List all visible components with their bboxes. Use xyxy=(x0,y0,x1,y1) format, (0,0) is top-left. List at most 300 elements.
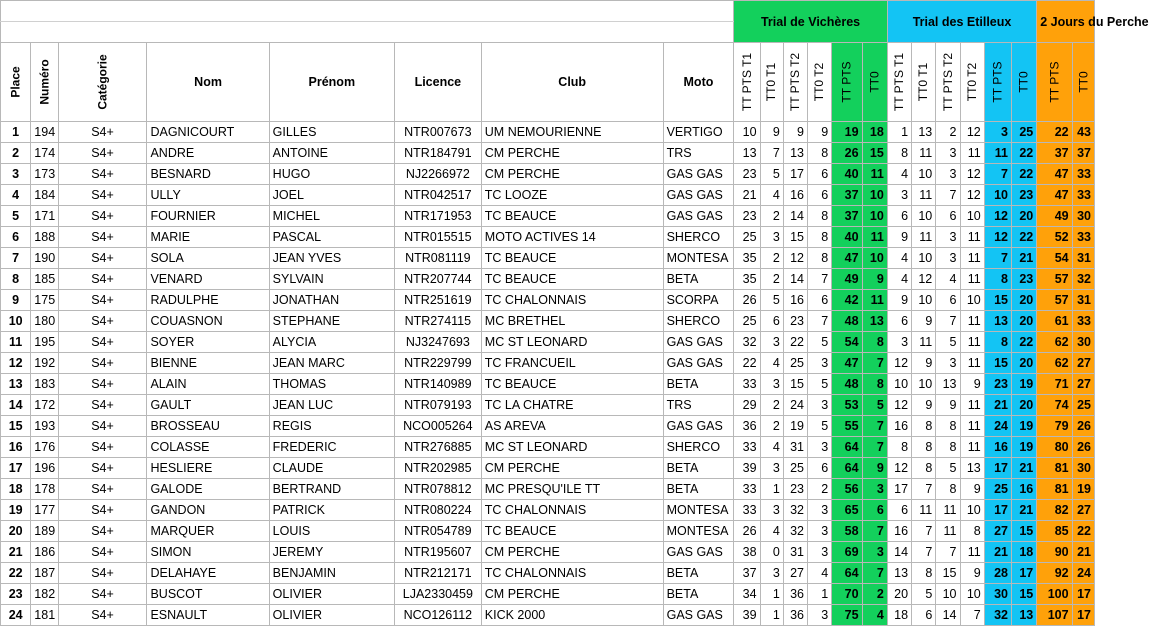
cell-categorie[interactable]: S4+ xyxy=(58,437,147,458)
cell-numero[interactable]: 185 xyxy=(31,269,58,290)
cell-e-tt0[interactable]: 20 xyxy=(1012,395,1037,416)
table-row[interactable] xyxy=(1,311,1095,332)
cell-v-tt0-t2[interactable]: 6 xyxy=(808,458,832,479)
cell-moto[interactable]: TRS xyxy=(663,143,734,164)
cell-v-tt-pts[interactable]: 19 xyxy=(832,122,862,143)
col-e-tt0[interactable]: TT0 xyxy=(1012,43,1037,122)
cell-p-tt0[interactable]: 43 xyxy=(1072,122,1094,143)
cell-p-tt-pts[interactable]: 49 xyxy=(1037,206,1072,227)
cell-v-tt-pts-t1[interactable]: 35 xyxy=(734,269,760,290)
cell-place[interactable]: 16 xyxy=(1,437,31,458)
cell-e-tt0-t2[interactable]: 10 xyxy=(960,290,984,311)
cell-e-tt0-t2[interactable]: 9 xyxy=(960,479,984,500)
table-row[interactable] xyxy=(1,353,1095,374)
cell-v-tt-pts-t1[interactable]: 25 xyxy=(734,311,760,332)
cell-e-tt0-t2[interactable]: 12 xyxy=(960,185,984,206)
col-v-tt-pts-t1[interactable]: TT PTS T1 xyxy=(734,43,760,122)
cell-e-tt-pts-t1[interactable]: 16 xyxy=(887,416,911,437)
cell-p-tt-pts[interactable]: 22 xyxy=(1037,122,1072,143)
cell-categorie[interactable]: S4+ xyxy=(58,458,147,479)
cell-place[interactable]: 17 xyxy=(1,458,31,479)
cell-v-tt-pts-t1[interactable]: 29 xyxy=(734,395,760,416)
cell-categorie[interactable]: S4+ xyxy=(58,374,147,395)
cell-club[interactable]: TC BEAUCE xyxy=(481,206,663,227)
cell-p-tt0[interactable]: 30 xyxy=(1072,206,1094,227)
cell-v-tt-pts-t1[interactable]: 23 xyxy=(734,164,760,185)
cell-club[interactable]: CM PERCHE xyxy=(481,143,663,164)
cell-club[interactable]: CM PERCHE xyxy=(481,584,663,605)
cell-e-tt-pts[interactable]: 30 xyxy=(984,584,1011,605)
cell-e-tt-pts[interactable]: 7 xyxy=(984,248,1011,269)
cell-e-tt-pts[interactable]: 12 xyxy=(984,227,1011,248)
cell-v-tt-pts-t1[interactable]: 39 xyxy=(734,458,760,479)
cell-place[interactable]: 3 xyxy=(1,164,31,185)
cell-numero[interactable]: 184 xyxy=(31,185,58,206)
cell-numero[interactable]: 173 xyxy=(31,164,58,185)
cell-numero[interactable]: 192 xyxy=(31,353,58,374)
cell-place[interactable]: 12 xyxy=(1,353,31,374)
cell-moto[interactable]: SHERCO xyxy=(663,311,734,332)
cell-v-tt-pts[interactable]: 69 xyxy=(832,542,862,563)
cell-v-tt-pts[interactable]: 58 xyxy=(832,521,862,542)
cell-nom[interactable]: DAGNICOURT xyxy=(147,122,269,143)
cell-moto[interactable]: VERTIGO xyxy=(663,122,734,143)
cell-e-tt-pts[interactable]: 32 xyxy=(984,605,1011,626)
cell-place[interactable]: 5 xyxy=(1,206,31,227)
cell-e-tt-pts-t2[interactable]: 5 xyxy=(936,332,960,353)
cell-e-tt-pts[interactable]: 16 xyxy=(984,437,1011,458)
cell-prenom[interactable]: JEAN YVES xyxy=(269,248,394,269)
cell-e-tt-pts-t2[interactable]: 8 xyxy=(936,479,960,500)
cell-e-tt0-t2[interactable]: 10 xyxy=(960,206,984,227)
cell-v-tt0-t2[interactable]: 3 xyxy=(808,353,832,374)
cell-e-tt0-t2[interactable]: 9 xyxy=(960,374,984,395)
cell-numero[interactable]: 180 xyxy=(31,311,58,332)
cell-licence[interactable]: NTR207744 xyxy=(394,269,481,290)
cell-prenom[interactable]: OLIVIER xyxy=(269,584,394,605)
cell-e-tt0-t1[interactable]: 10 xyxy=(912,164,936,185)
col-p-tt-pts[interactable]: TT PTS xyxy=(1037,43,1072,122)
cell-moto[interactable]: BETA xyxy=(663,479,734,500)
cell-licence[interactable]: NTR042517 xyxy=(394,185,481,206)
cell-club[interactable]: CM PERCHE xyxy=(481,164,663,185)
cell-e-tt-pts-t2[interactable]: 5 xyxy=(936,458,960,479)
cell-e-tt0[interactable]: 21 xyxy=(1012,248,1037,269)
cell-numero[interactable]: 176 xyxy=(31,437,58,458)
cell-prenom[interactable]: JONATHAN xyxy=(269,290,394,311)
cell-place[interactable]: 21 xyxy=(1,542,31,563)
cell-v-tt0-t2[interactable]: 8 xyxy=(808,206,832,227)
cell-e-tt0-t1[interactable]: 7 xyxy=(912,521,936,542)
cell-e-tt-pts[interactable]: 27 xyxy=(984,521,1011,542)
cell-e-tt0[interactable]: 23 xyxy=(1012,269,1037,290)
cell-v-tt0-t1[interactable]: 3 xyxy=(760,374,783,395)
cell-p-tt0[interactable]: 32 xyxy=(1072,269,1094,290)
cell-v-tt0[interactable]: 11 xyxy=(862,164,887,185)
cell-e-tt-pts-t1[interactable]: 6 xyxy=(887,311,911,332)
cell-v-tt0-t1[interactable]: 5 xyxy=(760,164,783,185)
cell-p-tt-pts[interactable]: 62 xyxy=(1037,353,1072,374)
table-row[interactable] xyxy=(1,227,1095,248)
cell-e-tt-pts-t2[interactable]: 7 xyxy=(936,311,960,332)
cell-e-tt0-t1[interactable]: 13 xyxy=(912,122,936,143)
cell-prenom[interactable]: HUGO xyxy=(269,164,394,185)
cell-numero[interactable]: 189 xyxy=(31,521,58,542)
cell-v-tt0[interactable]: 7 xyxy=(862,437,887,458)
cell-v-tt-pts[interactable]: 40 xyxy=(832,227,862,248)
cell-e-tt-pts-t2[interactable]: 7 xyxy=(936,185,960,206)
cell-e-tt0-t1[interactable]: 7 xyxy=(912,542,936,563)
cell-place[interactable]: 22 xyxy=(1,563,31,584)
cell-club[interactable]: KICK 2000 xyxy=(481,605,663,626)
cell-numero[interactable]: 182 xyxy=(31,584,58,605)
cell-p-tt-pts[interactable]: 54 xyxy=(1037,248,1072,269)
cell-v-tt0-t1[interactable]: 6 xyxy=(760,311,783,332)
cell-e-tt0-t2[interactable]: 7 xyxy=(960,605,984,626)
cell-v-tt-pts[interactable]: 54 xyxy=(832,332,862,353)
cell-club[interactable]: TC LA CHATRE xyxy=(481,395,663,416)
cell-p-tt-pts[interactable]: 85 xyxy=(1037,521,1072,542)
cell-v-tt-pts[interactable]: 47 xyxy=(832,353,862,374)
cell-e-tt-pts-t1[interactable]: 12 xyxy=(887,395,911,416)
cell-e-tt0[interactable]: 20 xyxy=(1012,353,1037,374)
cell-moto[interactable]: BETA xyxy=(663,374,734,395)
cell-v-tt0[interactable]: 11 xyxy=(862,290,887,311)
cell-p-tt0[interactable]: 30 xyxy=(1072,458,1094,479)
cell-place[interactable]: 10 xyxy=(1,311,31,332)
col-p-tt0[interactable]: TT0 xyxy=(1072,43,1094,122)
cell-licence[interactable]: NTR274115 xyxy=(394,311,481,332)
cell-e-tt0-t1[interactable]: 9 xyxy=(912,311,936,332)
cell-v-tt0-t1[interactable]: 3 xyxy=(760,227,783,248)
cell-v-tt0-t1[interactable]: 2 xyxy=(760,269,783,290)
cell-v-tt-pts-t1[interactable]: 37 xyxy=(734,563,760,584)
col-numero[interactable]: Numéro xyxy=(31,43,58,122)
cell-club[interactable]: MOTO ACTIVES 14 xyxy=(481,227,663,248)
cell-p-tt-pts[interactable]: 62 xyxy=(1037,332,1072,353)
cell-categorie[interactable]: S4+ xyxy=(58,227,147,248)
cell-e-tt0[interactable]: 18 xyxy=(1012,542,1037,563)
cell-v-tt0-t1[interactable]: 0 xyxy=(760,542,783,563)
cell-licence[interactable]: NTR195607 xyxy=(394,542,481,563)
cell-e-tt0[interactable]: 22 xyxy=(1012,143,1037,164)
cell-p-tt0[interactable]: 26 xyxy=(1072,437,1094,458)
cell-e-tt-pts-t2[interactable]: 7 xyxy=(936,542,960,563)
cell-e-tt-pts-t1[interactable]: 17 xyxy=(887,479,911,500)
cell-e-tt0[interactable]: 16 xyxy=(1012,479,1037,500)
cell-e-tt-pts-t2[interactable]: 3 xyxy=(936,143,960,164)
table-row[interactable] xyxy=(1,437,1095,458)
cell-v-tt0-t1[interactable]: 5 xyxy=(760,290,783,311)
cell-v-tt-pts-t1[interactable]: 35 xyxy=(734,248,760,269)
cell-e-tt0-t1[interactable]: 11 xyxy=(912,227,936,248)
cell-p-tt0[interactable]: 33 xyxy=(1072,185,1094,206)
cell-e-tt-pts-t1[interactable]: 1 xyxy=(887,122,911,143)
cell-prenom[interactable]: JEAN MARC xyxy=(269,353,394,374)
cell-nom[interactable]: ESNAULT xyxy=(147,605,269,626)
cell-moto[interactable]: SHERCO xyxy=(663,227,734,248)
cell-moto[interactable]: BETA xyxy=(663,563,734,584)
cell-e-tt0[interactable]: 19 xyxy=(1012,416,1037,437)
cell-club[interactable]: TC FRANCUEIL xyxy=(481,353,663,374)
table-row[interactable] xyxy=(1,563,1095,584)
cell-club[interactable]: UM NEMOURIENNE xyxy=(481,122,663,143)
cell-e-tt-pts-t2[interactable]: 3 xyxy=(936,164,960,185)
cell-e-tt-pts-t2[interactable]: 8 xyxy=(936,437,960,458)
cell-categorie[interactable]: S4+ xyxy=(58,311,147,332)
cell-v-tt-pts-t2[interactable]: 13 xyxy=(783,143,807,164)
cell-club[interactable]: CM PERCHE xyxy=(481,542,663,563)
cell-moto[interactable]: GAS GAS xyxy=(663,185,734,206)
cell-e-tt-pts-t2[interactable]: 2 xyxy=(936,122,960,143)
cell-e-tt0-t2[interactable]: 11 xyxy=(960,332,984,353)
cell-categorie[interactable]: S4+ xyxy=(58,269,147,290)
cell-v-tt0-t2[interactable]: 3 xyxy=(808,437,832,458)
cell-moto[interactable]: GAS GAS xyxy=(663,332,734,353)
cell-v-tt-pts-t2[interactable]: 16 xyxy=(783,185,807,206)
cell-licence[interactable]: NTR078812 xyxy=(394,479,481,500)
cell-e-tt-pts[interactable]: 12 xyxy=(984,206,1011,227)
cell-p-tt-pts[interactable]: 107 xyxy=(1037,605,1072,626)
cell-categorie[interactable]: S4+ xyxy=(58,185,147,206)
cell-e-tt0[interactable]: 22 xyxy=(1012,332,1037,353)
cell-v-tt0-t1[interactable]: 2 xyxy=(760,248,783,269)
cell-categorie[interactable]: S4+ xyxy=(58,395,147,416)
cell-e-tt-pts-t2[interactable]: 13 xyxy=(936,374,960,395)
cell-nom[interactable]: SOYER xyxy=(147,332,269,353)
cell-moto[interactable]: BETA xyxy=(663,584,734,605)
cell-v-tt0[interactable]: 10 xyxy=(862,206,887,227)
cell-v-tt0[interactable]: 2 xyxy=(862,584,887,605)
cell-nom[interactable]: VENARD xyxy=(147,269,269,290)
cell-v-tt0-t1[interactable]: 2 xyxy=(760,416,783,437)
cell-categorie[interactable]: S4+ xyxy=(58,164,147,185)
cell-moto[interactable]: GAS GAS xyxy=(663,206,734,227)
cell-e-tt-pts[interactable]: 24 xyxy=(984,416,1011,437)
cell-v-tt-pts[interactable]: 37 xyxy=(832,185,862,206)
cell-v-tt-pts-t2[interactable]: 15 xyxy=(783,227,807,248)
cell-categorie[interactable]: S4+ xyxy=(58,122,147,143)
cell-e-tt-pts-t1[interactable]: 12 xyxy=(887,458,911,479)
cell-club[interactable]: CM PERCHE xyxy=(481,458,663,479)
cell-v-tt-pts[interactable]: 55 xyxy=(832,416,862,437)
cell-e-tt-pts[interactable]: 21 xyxy=(984,395,1011,416)
col-club[interactable]: Club xyxy=(481,43,663,122)
cell-v-tt0-t2[interactable]: 7 xyxy=(808,269,832,290)
cell-e-tt0-t2[interactable]: 11 xyxy=(960,269,984,290)
cell-place[interactable]: 9 xyxy=(1,290,31,311)
cell-v-tt0[interactable]: 9 xyxy=(862,269,887,290)
cell-e-tt-pts-t2[interactable]: 4 xyxy=(936,269,960,290)
cell-e-tt-pts-t2[interactable]: 15 xyxy=(936,563,960,584)
cell-p-tt-pts[interactable]: 37 xyxy=(1037,143,1072,164)
cell-v-tt-pts-t2[interactable]: 19 xyxy=(783,416,807,437)
cell-v-tt-pts-t1[interactable]: 13 xyxy=(734,143,760,164)
cell-prenom[interactable]: PATRICK xyxy=(269,500,394,521)
cell-v-tt0-t1[interactable]: 1 xyxy=(760,479,783,500)
cell-p-tt-pts[interactable]: 100 xyxy=(1037,584,1072,605)
cell-v-tt0-t2[interactable]: 6 xyxy=(808,290,832,311)
cell-e-tt-pts[interactable]: 8 xyxy=(984,332,1011,353)
cell-club[interactable]: MC ST LEONARD xyxy=(481,437,663,458)
cell-v-tt-pts-t2[interactable]: 9 xyxy=(783,122,807,143)
cell-v-tt0-t2[interactable]: 8 xyxy=(808,248,832,269)
cell-v-tt0-t1[interactable]: 4 xyxy=(760,437,783,458)
cell-place[interactable]: 13 xyxy=(1,374,31,395)
cell-numero[interactable]: 186 xyxy=(31,542,58,563)
cell-e-tt0-t1[interactable]: 11 xyxy=(912,500,936,521)
cell-e-tt-pts[interactable]: 15 xyxy=(984,353,1011,374)
cell-prenom[interactable]: GILLES xyxy=(269,122,394,143)
cell-nom[interactable]: GANDON xyxy=(147,500,269,521)
cell-e-tt-pts-t2[interactable]: 11 xyxy=(936,521,960,542)
cell-v-tt0[interactable]: 10 xyxy=(862,248,887,269)
cell-e-tt-pts-t2[interactable]: 3 xyxy=(936,248,960,269)
col-v-tt0-t2[interactable]: TT0 T2 xyxy=(808,43,832,122)
cell-v-tt-pts[interactable]: 64 xyxy=(832,458,862,479)
cell-categorie[interactable]: S4+ xyxy=(58,248,147,269)
cell-v-tt-pts-t2[interactable]: 36 xyxy=(783,584,807,605)
cell-nom[interactable]: ALAIN xyxy=(147,374,269,395)
cell-p-tt0[interactable]: 27 xyxy=(1072,353,1094,374)
table-row[interactable] xyxy=(1,542,1095,563)
cell-licence[interactable]: NTR054789 xyxy=(394,521,481,542)
cell-e-tt-pts[interactable]: 25 xyxy=(984,479,1011,500)
cell-e-tt-pts-t2[interactable]: 10 xyxy=(936,584,960,605)
cell-place[interactable]: 6 xyxy=(1,227,31,248)
cell-club[interactable]: TC CHALONNAIS xyxy=(481,563,663,584)
table-row[interactable] xyxy=(1,206,1095,227)
cell-v-tt-pts[interactable]: 56 xyxy=(832,479,862,500)
cell-club[interactable]: TC BEAUCE xyxy=(481,521,663,542)
cell-licence[interactable]: NCO005264 xyxy=(394,416,481,437)
cell-v-tt-pts[interactable]: 26 xyxy=(832,143,862,164)
cell-categorie[interactable]: S4+ xyxy=(58,353,147,374)
table-row[interactable] xyxy=(1,458,1095,479)
cell-v-tt0-t2[interactable]: 5 xyxy=(808,374,832,395)
table-row[interactable] xyxy=(1,395,1095,416)
cell-nom[interactable]: GALODE xyxy=(147,479,269,500)
cell-e-tt-pts[interactable]: 15 xyxy=(984,290,1011,311)
cell-e-tt0-t2[interactable]: 12 xyxy=(960,164,984,185)
cell-numero[interactable]: 181 xyxy=(31,605,58,626)
cell-v-tt-pts-t2[interactable]: 32 xyxy=(783,500,807,521)
cell-v-tt0-t2[interactable]: 3 xyxy=(808,521,832,542)
cell-e-tt0[interactable]: 23 xyxy=(1012,185,1037,206)
cell-p-tt-pts[interactable]: 71 xyxy=(1037,374,1072,395)
table-row[interactable] xyxy=(1,605,1095,626)
cell-p-tt-pts[interactable]: 47 xyxy=(1037,164,1072,185)
cell-v-tt-pts-t1[interactable]: 26 xyxy=(734,290,760,311)
cell-v-tt0-t2[interactable]: 3 xyxy=(808,500,832,521)
cell-e-tt0[interactable]: 22 xyxy=(1012,227,1037,248)
cell-e-tt0-t1[interactable]: 9 xyxy=(912,395,936,416)
cell-v-tt0-t1[interactable]: 4 xyxy=(760,353,783,374)
col-place[interactable]: Place xyxy=(1,43,31,122)
cell-v-tt-pts-t2[interactable]: 22 xyxy=(783,332,807,353)
col-v-tt0-t1[interactable]: TT0 T1 xyxy=(760,43,783,122)
cell-e-tt0[interactable]: 13 xyxy=(1012,605,1037,626)
cell-prenom[interactable]: STEPHANE xyxy=(269,311,394,332)
cell-v-tt0[interactable]: 13 xyxy=(862,311,887,332)
cell-v-tt-pts-t2[interactable]: 32 xyxy=(783,521,807,542)
cell-club[interactable]: AS AREVA xyxy=(481,416,663,437)
cell-v-tt0-t1[interactable]: 1 xyxy=(760,584,783,605)
cell-e-tt0[interactable]: 21 xyxy=(1012,458,1037,479)
cell-nom[interactable]: ULLY xyxy=(147,185,269,206)
cell-e-tt-pts[interactable]: 23 xyxy=(984,374,1011,395)
cell-p-tt0[interactable]: 33 xyxy=(1072,164,1094,185)
cell-v-tt-pts[interactable]: 37 xyxy=(832,206,862,227)
table-row[interactable] xyxy=(1,521,1095,542)
cell-v-tt-pts-t2[interactable]: 16 xyxy=(783,290,807,311)
cell-place[interactable]: 15 xyxy=(1,416,31,437)
cell-v-tt-pts-t1[interactable]: 34 xyxy=(734,584,760,605)
cell-e-tt0-t2[interactable]: 13 xyxy=(960,458,984,479)
cell-p-tt-pts[interactable]: 81 xyxy=(1037,458,1072,479)
cell-nom[interactable]: BROSSEAU xyxy=(147,416,269,437)
cell-licence[interactable]: NTR079193 xyxy=(394,395,481,416)
cell-v-tt-pts-t2[interactable]: 23 xyxy=(783,311,807,332)
cell-prenom[interactable]: BENJAMIN xyxy=(269,563,394,584)
cell-v-tt0-t1[interactable]: 3 xyxy=(760,458,783,479)
cell-place[interactable]: 4 xyxy=(1,185,31,206)
cell-v-tt0[interactable]: 15 xyxy=(862,143,887,164)
cell-e-tt0-t2[interactable]: 11 xyxy=(960,395,984,416)
cell-e-tt-pts[interactable]: 17 xyxy=(984,500,1011,521)
table-row[interactable] xyxy=(1,122,1095,143)
cell-prenom[interactable]: ALYCIA xyxy=(269,332,394,353)
cell-e-tt-pts-t2[interactable]: 3 xyxy=(936,227,960,248)
cell-v-tt-pts-t2[interactable]: 31 xyxy=(783,437,807,458)
col-nom[interactable]: Nom xyxy=(147,43,269,122)
cell-numero[interactable]: 193 xyxy=(31,416,58,437)
cell-e-tt-pts-t1[interactable]: 12 xyxy=(887,353,911,374)
table-row[interactable] xyxy=(1,269,1095,290)
cell-v-tt0-t1[interactable]: 4 xyxy=(760,521,783,542)
cell-categorie[interactable]: S4+ xyxy=(58,332,147,353)
cell-v-tt0[interactable]: 7 xyxy=(862,521,887,542)
cell-e-tt-pts-t1[interactable]: 8 xyxy=(887,437,911,458)
cell-numero[interactable]: 196 xyxy=(31,458,58,479)
cell-e-tt-pts-t1[interactable]: 4 xyxy=(887,164,911,185)
cell-v-tt-pts-t2[interactable]: 23 xyxy=(783,479,807,500)
cell-numero[interactable]: 194 xyxy=(31,122,58,143)
cell-v-tt0-t2[interactable]: 8 xyxy=(808,227,832,248)
cell-p-tt0[interactable]: 27 xyxy=(1072,374,1094,395)
cell-e-tt0-t1[interactable]: 9 xyxy=(912,353,936,374)
cell-nom[interactable]: MARQUER xyxy=(147,521,269,542)
cell-nom[interactable]: BIENNE xyxy=(147,353,269,374)
cell-v-tt-pts-t2[interactable]: 14 xyxy=(783,269,807,290)
cell-v-tt0-t1[interactable]: 3 xyxy=(760,332,783,353)
cell-v-tt-pts-t1[interactable]: 33 xyxy=(734,374,760,395)
cell-prenom[interactable]: FREDERIC xyxy=(269,437,394,458)
cell-v-tt0[interactable]: 7 xyxy=(862,563,887,584)
cell-e-tt-pts-t1[interactable]: 9 xyxy=(887,290,911,311)
cell-place[interactable]: 19 xyxy=(1,500,31,521)
cell-v-tt0[interactable]: 9 xyxy=(862,458,887,479)
cell-prenom[interactable]: OLIVIER xyxy=(269,605,394,626)
cell-e-tt-pts[interactable]: 28 xyxy=(984,563,1011,584)
cell-e-tt0[interactable]: 15 xyxy=(1012,584,1037,605)
cell-e-tt-pts[interactable]: 10 xyxy=(984,185,1011,206)
cell-moto[interactable]: GAS GAS xyxy=(663,416,734,437)
cell-v-tt-pts-t2[interactable]: 27 xyxy=(783,563,807,584)
cell-e-tt0-t2[interactable]: 11 xyxy=(960,248,984,269)
cell-e-tt-pts-t2[interactable]: 11 xyxy=(936,500,960,521)
cell-categorie[interactable]: S4+ xyxy=(58,563,147,584)
